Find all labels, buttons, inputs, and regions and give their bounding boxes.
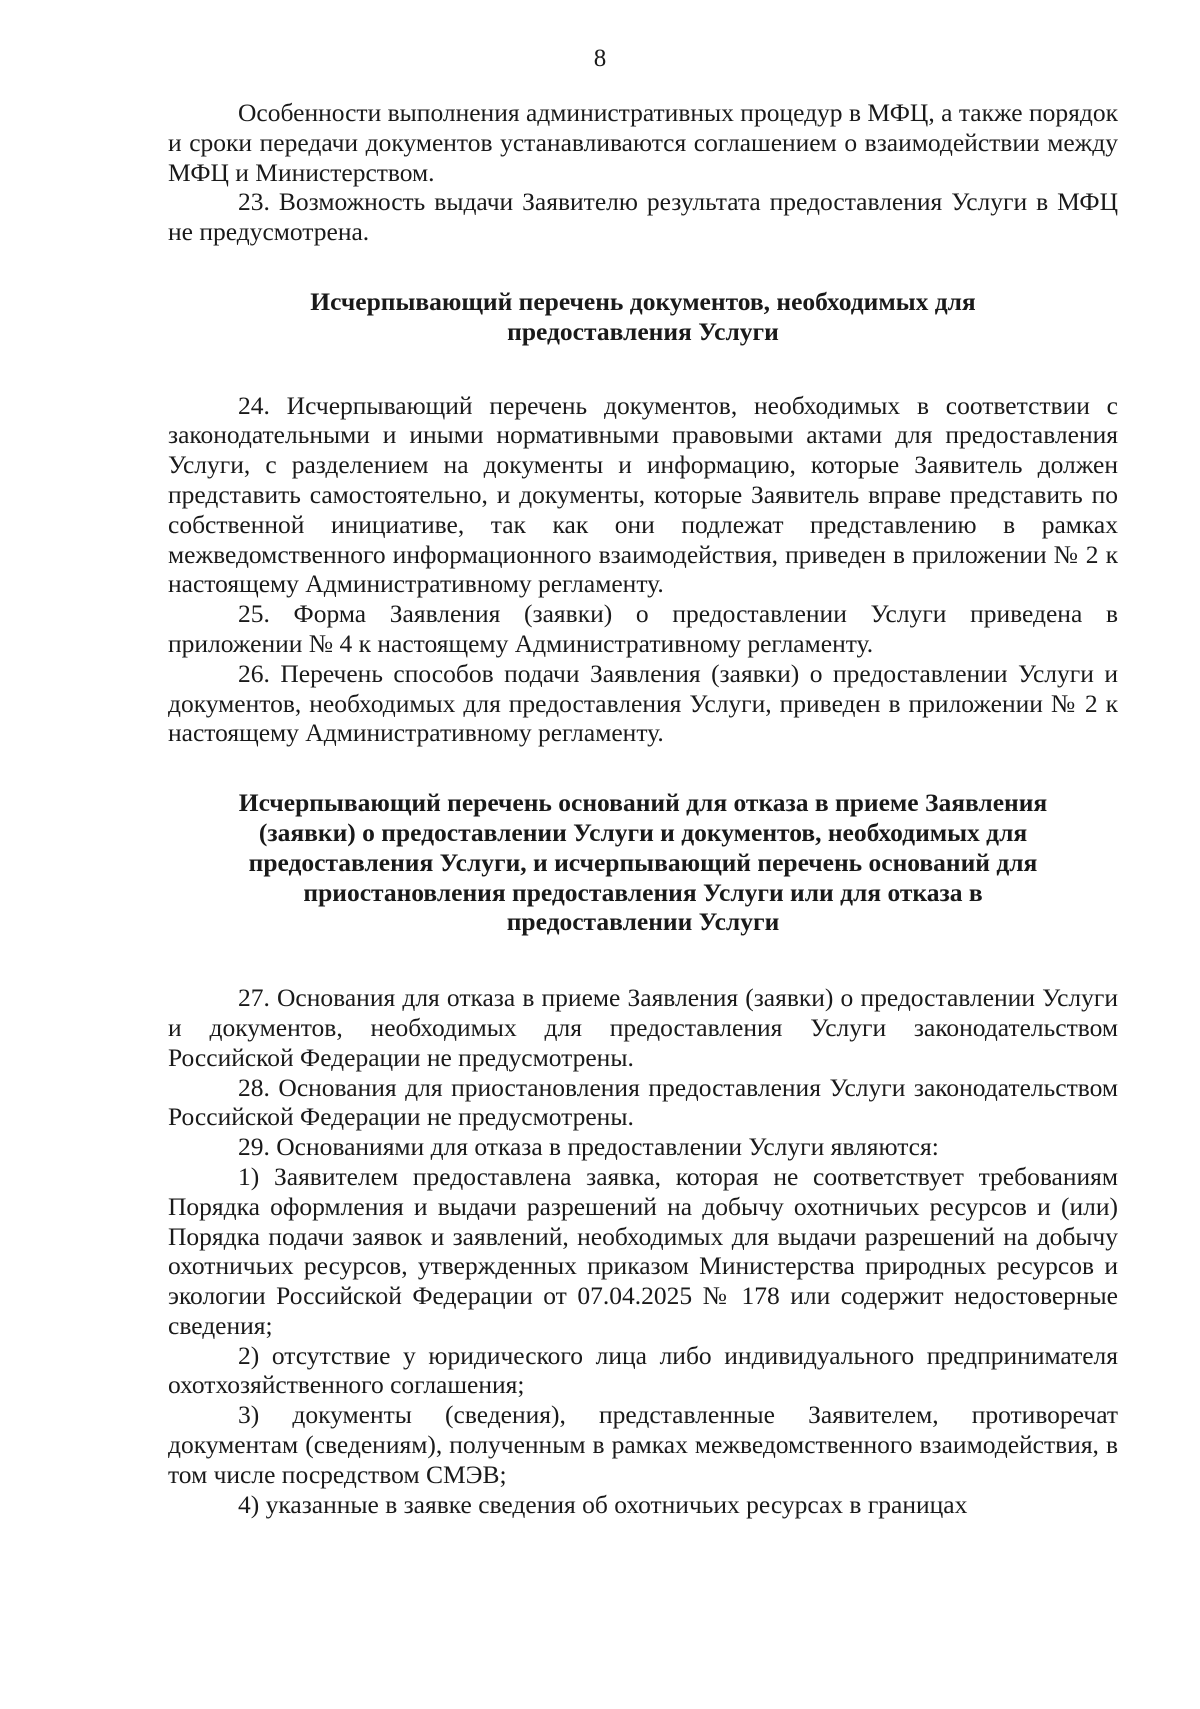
paragraph-29: 29. Основаниями для отказа в предоставлении Услуги являются: bbox=[238, 1132, 939, 1162]
heading-line: (заявки) о предоставлении Услуги и документов, необходимых для bbox=[258, 817, 1028, 847]
list-item-29-1: 1) Заявителем предоставлена заявка, которая не соответствует требованиям Порядка оформления и выдачи разрешений на добычу охотничьих ресурсов и (или) Порядка подачи заявок и заявлений, необходимых для выдачи разрешений на добычу охотничьих ресурсов, утвержденных приказом Министерства природных ресурсов и экологии Российской Федерации от 07.04.2025 № 178 или содержит недостоверные сведения; bbox=[168, 1161, 1118, 1340]
section-heading-refusal-grounds bbox=[168, 788, 1118, 937]
heading-line: приостановления предоставления Услуги или для отказа в bbox=[303, 877, 983, 907]
page-number: 8 bbox=[593, 45, 607, 72]
paragraph-24: 24. Исчерпывающий перечень документов, необходимых в соответствии с законодательными и иными нормативными правовыми актами для предоставления Услуги, с разделением на документы и информацию, которые Заявитель должен представить самостоятельно, и документы, которые Заявитель вправе представить по собственной инициативе, так как они подлежат представлению в рамках межведомственного информационного взаимодействия, приведен в приложении № 2 к настоящему Административному регламенту. bbox=[168, 390, 1118, 599]
list-item-29-4: 4) указанные в заявке сведения об охотничьих ресурсах в границах bbox=[238, 1489, 968, 1519]
heading-line: Исчерпывающий перечень документов, необходимых для bbox=[310, 286, 976, 316]
paragraph-23: 23. Возможность выдачи Заявителю результата предоставления Услуги в МФЦ не предусмотрена. bbox=[168, 187, 1118, 247]
list-item-29-3: 3) документы (сведения), представленные Заявителем, противоречат документам (сведениям), полученным в рамках межведомственного взаимодействия, в том числе посредством СМЭВ; bbox=[168, 1400, 1118, 1489]
document-body bbox=[168, 98, 1118, 1519]
heading-line: предоставлении Услуги bbox=[506, 907, 780, 937]
heading-line: предоставления Услуги, и исчерпывающий перечень оснований для bbox=[248, 847, 1038, 877]
section-heading-documents bbox=[168, 287, 1118, 347]
heading-line: Исчерпывающий перечень оснований для отказа в приеме Заявления bbox=[238, 788, 1048, 818]
heading-line: предоставления Услуги bbox=[507, 316, 779, 346]
paragraph-26: 26. Перечень способов подачи Заявления (заявки) о предоставлении Услуги и документов, необходимых для предоставления Услуги, приведен в приложении № 2 к настоящему Административному регламенту. bbox=[168, 658, 1118, 748]
list-item-29-2: 2) отсутствие у юридического лица либо индивидуального предпринимателя охотхозяйственного соглашения; bbox=[168, 1340, 1118, 1400]
paragraph-25: 25. Форма Заявления (заявки) о предоставлении Услуги приведена в приложении № 4 к настоящему Административному регламенту. bbox=[168, 599, 1118, 658]
paragraph-27: 27. Основания для отказа в приеме Заявления (заявки) о предоставлении Услуги и документов, необходимых для предоставления Услуги законодательством Российской Федерации не предусмотрены. bbox=[168, 983, 1118, 1072]
paragraph-mfc-procedures: Особенности выполнения административных процедур в МФЦ, а также порядок и сроки передачи документов устанавливаются соглашением о взаимодействии между МФЦ и Министерством. bbox=[168, 98, 1118, 187]
paragraph-28: 28. Основания для приостановления предоставления Услуги законодательством Российской Федерации не предусмотрены. bbox=[168, 1072, 1118, 1132]
